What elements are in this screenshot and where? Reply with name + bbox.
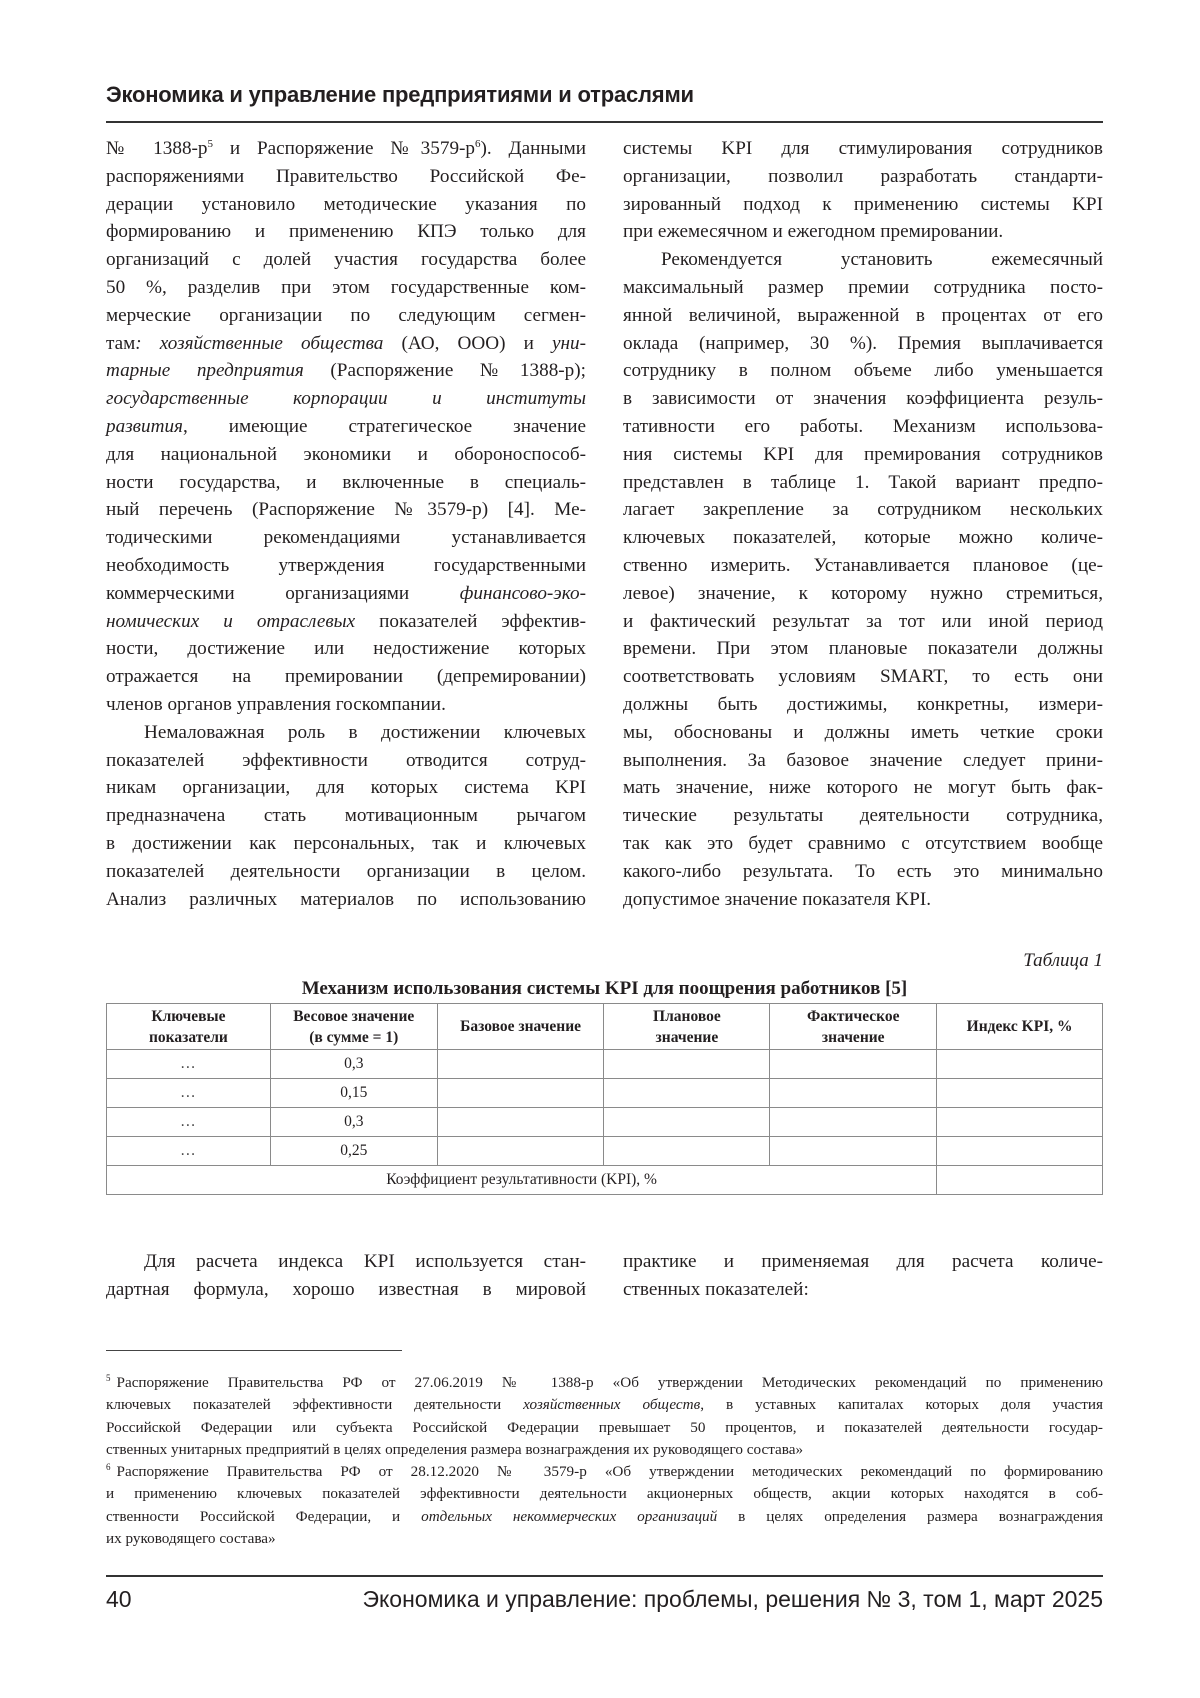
table-cell xyxy=(937,1079,1103,1108)
table-summary-row xyxy=(107,1166,1103,1195)
text-line: мать значение, ниже которого не могут быть фак- xyxy=(623,777,1103,799)
table-cell xyxy=(437,1108,604,1137)
emphasis: номических и отраслевых xyxy=(106,610,356,632)
header-kpi-index xyxy=(937,1004,1103,1050)
text-line xyxy=(106,385,586,413)
table-cell: 0,3 xyxy=(270,1108,437,1137)
text: в целях определения размера вознаграждения xyxy=(717,1507,1104,1525)
text: (Распоряжение №1388-р); xyxy=(303,360,587,382)
header-base-value xyxy=(437,1004,604,1050)
text-line: левое) значение, к которому нужно стремиться, xyxy=(623,582,1103,604)
table-cell xyxy=(937,1137,1103,1166)
table-row xyxy=(107,1079,1103,1108)
header-line: Фактическое xyxy=(806,1007,900,1025)
header-line: значение xyxy=(655,1028,719,1046)
text-line: в достижении как персональных, так и ключевых xyxy=(106,832,586,854)
text-line: представлен в таблице 1. Такой вариант предпо- xyxy=(623,471,1103,493)
page-number: 40 xyxy=(106,1586,132,1612)
text-line xyxy=(106,1394,1103,1416)
table-cell xyxy=(937,1108,1103,1137)
bottom-paragraph-right xyxy=(623,1248,1103,1304)
text-line: соответствовать условиям SMART, то есть они xyxy=(623,666,1103,688)
header-line: Индекс KPI, % xyxy=(966,1018,1073,1035)
text-line: их руководящего состава» xyxy=(106,1530,276,1548)
text-line xyxy=(106,330,586,358)
text-line xyxy=(106,580,586,608)
summary-value xyxy=(937,1166,1103,1195)
text-line: мы, обоснованы и должны иметь четкие сроки xyxy=(623,721,1103,743)
text-line: показателей деятельности организации в целом. xyxy=(106,860,586,882)
summary-label: Коэффициент результативности (KPI), % xyxy=(107,1166,937,1195)
text-line: системы KPI для стимулирования сотрудников xyxy=(623,138,1103,159)
text-line xyxy=(106,608,586,636)
text-line: предназначена стать мотивационным рычагом xyxy=(106,805,586,827)
table-cell xyxy=(770,1108,937,1137)
text-line: времени. При этом плановые показатели должны xyxy=(623,638,1103,660)
text-line: оклада (например, 30 %). Премия выплачивается xyxy=(623,332,1103,354)
text: , в уставных капиталах которых доля участия xyxy=(700,1396,1103,1414)
footnote-ref-6[interactable]: 6 xyxy=(475,138,481,150)
table-cell: 0,3 xyxy=(270,1050,437,1079)
text-line: мерческие организации по следующим сегмен- xyxy=(106,304,586,326)
text-line: допустимое значение показателя KPI. xyxy=(623,888,932,910)
text: ственности Российской Федерации, и xyxy=(106,1507,422,1525)
table-cell: … xyxy=(107,1137,271,1166)
text-line: в зависимости от значения коэффициента резуль- xyxy=(623,388,1103,410)
footnote-6 xyxy=(106,1461,1103,1550)
table-cell xyxy=(604,1050,770,1079)
text-line: Российской Федерации или субъекта Российской Федерации превышает 50 процентов, и показателей деятельности государ- xyxy=(106,1418,1103,1436)
table-cell xyxy=(937,1050,1103,1079)
footer-rule xyxy=(106,1575,1103,1577)
header-line: Плановое xyxy=(653,1007,721,1025)
table-cell: 0,15 xyxy=(270,1079,437,1108)
right-column xyxy=(623,135,1103,913)
text-line xyxy=(106,135,586,163)
text-line: янной величиной, выраженной в процентах от его xyxy=(623,304,1103,326)
text-line xyxy=(106,1461,1103,1483)
table-cell xyxy=(437,1050,604,1079)
table-row xyxy=(107,1137,1103,1166)
text-line: Немаловажная роль в достижении ключевых xyxy=(144,721,586,743)
text-line xyxy=(106,1506,1103,1528)
text-line: Рекомендуется установить ежемесячный xyxy=(661,249,1103,271)
text-line: тические результаты деятельности сотрудника, xyxy=(623,805,1103,827)
text-line: должны быть достижимы, конкретны, измери- xyxy=(623,693,1103,715)
table-cell: 0,25 xyxy=(270,1137,437,1166)
text-line: лагает закрепление за сотрудником нескольких xyxy=(623,499,1103,521)
text-line: так как это будет сравнимо с отсутствием вообще xyxy=(623,832,1103,854)
emphasis: уни- xyxy=(551,332,587,354)
footnote-5 xyxy=(106,1372,1103,1461)
text-line: тативности его работы. Механизм использова- xyxy=(623,415,1103,437)
table-cell xyxy=(770,1050,937,1079)
table-cell: … xyxy=(107,1079,271,1108)
text-line: ственных унитарных предприятий в целях определения размера вознаграждения их руководящего состава» xyxy=(106,1440,804,1458)
paragraph xyxy=(106,135,586,719)
table-label: Таблица 1 xyxy=(1023,950,1103,971)
emphasis: : хозяйственные общества xyxy=(135,332,384,354)
emphasis: тарные предприятия xyxy=(106,360,304,382)
table-cell xyxy=(604,1108,770,1137)
text-line: практике и применяемая для расчета количе- xyxy=(623,1251,1103,1272)
text-line: тодическими рекомендациями устанавливается xyxy=(106,527,586,549)
text-line: ния системы KPI для премирования сотрудников xyxy=(623,443,1103,465)
text: показателей эффектив- xyxy=(355,610,586,632)
table-cell xyxy=(770,1137,937,1166)
text-line: никам организации, для которых система KPI xyxy=(106,777,586,799)
text-line: организаций с долей участия государства более xyxy=(106,249,586,271)
header-line: (в сумме = 1) xyxy=(309,1028,399,1046)
text-line: Анализ различных материалов по использованию xyxy=(106,888,586,910)
text: , имеющие стратегическое значение xyxy=(182,415,586,437)
table-cell: … xyxy=(107,1050,271,1079)
text: ключевых показателей эффективности деятельности xyxy=(106,1396,524,1414)
text-line: Для расчета индекса KPI используется стан- xyxy=(144,1251,586,1272)
header-line: Ключевые xyxy=(151,1007,226,1025)
text-line xyxy=(106,1372,1103,1394)
text-line: при ежемесячном и ежегодном премировании. xyxy=(623,221,1004,243)
header-rule xyxy=(106,121,1103,123)
emphasis: отдельных некоммерческих организаций xyxy=(421,1507,718,1525)
text-line: организации, позволил разработать стандарти- xyxy=(623,165,1103,187)
paragraph xyxy=(623,135,1103,246)
text: там xyxy=(106,332,136,354)
text-line: отражается на премировании (депремировании) xyxy=(106,666,586,688)
text: № 1388-р xyxy=(106,138,208,159)
text: Распоряжение Правительства РФ от 28.12.2020 № 3579-р «Об утверждении методических рекомендаций по формированию xyxy=(116,1463,1103,1481)
text-line: ственных показателей: xyxy=(623,1278,809,1300)
table-cell xyxy=(604,1137,770,1166)
text-line: 50 %, разделив при этом государственные ком- xyxy=(106,276,586,298)
footnotes xyxy=(106,1372,1103,1550)
kpi-table xyxy=(106,1003,1103,1195)
text-line: какого-либо результата. То есть это минимально xyxy=(623,860,1103,882)
header-line: значение xyxy=(821,1028,885,1046)
text-line: членов органов управления госкомпании. xyxy=(106,693,446,715)
text-line: ный перечень (Распоряжение №3579-р) [4]. Ме- xyxy=(106,499,586,521)
header-actual-value xyxy=(770,1004,937,1050)
journal-info: Экономика и управление: проблемы, решения № 3, том 1, март 2025 xyxy=(362,1586,1103,1612)
emphasis: развития xyxy=(106,415,183,437)
text-line: ности, достижение или недостижение которых xyxy=(106,638,586,660)
header-line: показатели xyxy=(149,1028,228,1046)
running-title: Экономика и управление предприятиями и отраслями xyxy=(106,82,694,107)
text-line: необходимость утверждения государственными xyxy=(106,554,586,576)
text-line: распоряжениями Правительство Российской Фе- xyxy=(106,165,586,187)
text-line xyxy=(106,357,586,385)
footnote-separator xyxy=(106,1350,402,1351)
text-line: ности государства, и включенные в специаль- xyxy=(106,471,586,493)
header-line: Базовое значение xyxy=(460,1018,582,1035)
text-line: показателей эффективности отводится сотруд- xyxy=(106,749,586,771)
text-line: дерации установило методические указания по xyxy=(106,193,586,215)
text-line: максимальный размер премии сотрудника посто- xyxy=(623,276,1103,298)
emphasis: финансово-эко- xyxy=(459,582,586,604)
text: ). Данными xyxy=(480,138,586,159)
table-header-row xyxy=(107,1004,1103,1050)
text-line: и фактический результат за тот или иной период xyxy=(623,610,1103,632)
text-line: выполнения. За базовое значение следует прини- xyxy=(623,749,1103,771)
header-key-indicators xyxy=(107,1004,271,1050)
header-line: Весовое значение xyxy=(293,1007,415,1025)
header-weight xyxy=(270,1004,437,1050)
header-planned-value xyxy=(604,1004,770,1050)
text-line: формированию и применению КПЭ только для xyxy=(106,221,586,243)
table-cell xyxy=(437,1079,604,1108)
text-line: для национальной экономики и обороноспособ- xyxy=(106,443,586,465)
table-cell xyxy=(437,1137,604,1166)
text: (АО, ООО) и xyxy=(383,332,552,354)
paragraph xyxy=(623,246,1103,913)
footnote-ref-5[interactable]: 5 xyxy=(207,138,214,150)
text-line: и применению ключевых показателей эффективности деятельности акционерных обществ, акции которых находятся в соб- xyxy=(106,1485,1103,1503)
text: Распоряжение Правительства РФ от 27.06.2019 № 1388-р «Об утверждении Методических рекомендаций по применению xyxy=(116,1374,1103,1391)
table-cell xyxy=(770,1079,937,1108)
text-line: сотруднику в полном объеме либо уменьшается xyxy=(623,360,1103,382)
bottom-paragraph-left xyxy=(106,1248,586,1304)
paragraph xyxy=(106,719,586,914)
text-line: ключевых показателей, которые можно количе- xyxy=(623,527,1103,549)
text: коммерческими организациями xyxy=(106,582,460,604)
table-row xyxy=(107,1108,1103,1137)
footnote-mark: 6 xyxy=(106,1462,111,1473)
left-column xyxy=(106,135,586,913)
emphasis: государственные корпорации и институты xyxy=(106,388,586,410)
text: и Распоряжение №3579-р xyxy=(213,138,476,159)
table-row xyxy=(107,1050,1103,1079)
footnote-mark: 5 xyxy=(106,1373,111,1383)
emphasis: хозяйственных обществ xyxy=(523,1396,701,1414)
text-line xyxy=(106,413,586,441)
table-cell: … xyxy=(107,1108,271,1137)
text-line: зированный подход к применению системы KPI xyxy=(623,193,1103,215)
text-line: дартная формула, хорошо известная в мировой xyxy=(106,1278,586,1300)
table-title: Механизм использования системы KPI для поощрения работников [5] xyxy=(301,978,908,999)
table-cell xyxy=(604,1079,770,1108)
text-line: ственно измерить. Устанавливается плановое (це- xyxy=(623,554,1103,576)
